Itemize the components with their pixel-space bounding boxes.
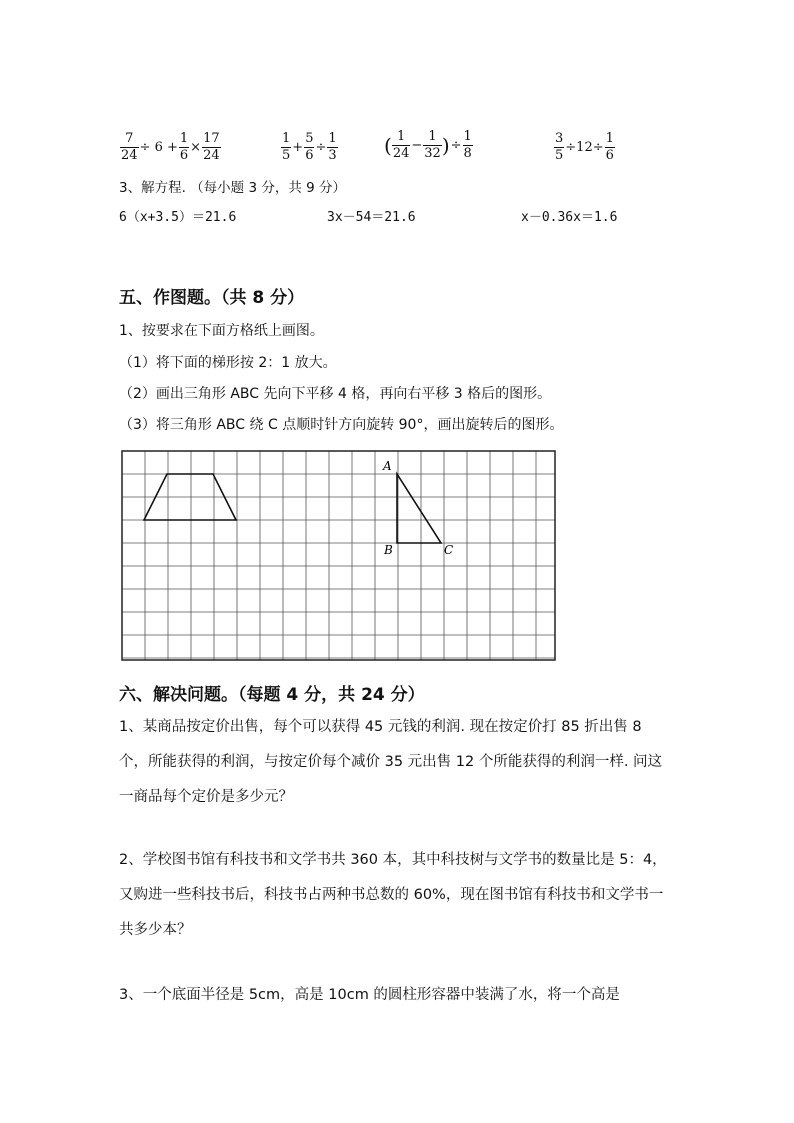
section-5-sub-2: （2）画出三角形 ABC 先向下平移 4 格，再向右平移 3 格后的图形。 bbox=[119, 386, 552, 402]
section-5-title: 五、作图题。（共 8 分） bbox=[119, 288, 305, 308]
fraction: $\frac{1}{6}$ bbox=[605, 131, 614, 163]
fraction: $\frac{1}{6}$ bbox=[179, 131, 189, 163]
problem-1: 1、某商品按定价出售，每个可以获得 45 元钱的利润. 现在按定价打 85 折出售 8 个，所能获得的利润，与按定价每个减价 35 元出售 12 个所能获得的利润一样. 问这一商品每个定价是多少元？ bbox=[119, 719, 663, 805]
equation-3: x－0.36x＝1.6 bbox=[521, 210, 618, 225]
section-5-question-1: 1、按要求在下面方格纸上画图。 bbox=[119, 323, 324, 339]
fraction: $\frac{1}{24}$ bbox=[392, 129, 410, 161]
section-5-sub-1: （1）将下面的梯形按 2：1 放大。 bbox=[119, 355, 337, 371]
calc-expression-4: $\frac{3}{5}$ ÷12÷ $\frac{1}{6}$ bbox=[555, 131, 614, 163]
label-a: A bbox=[383, 459, 392, 473]
section-6-title: 六、解决问题。（每题 4 分，共 24 分） bbox=[119, 685, 425, 705]
problem-3: 3、一个底面半径是 5cm，高是 10cm 的圆柱形容器中装满了水，将一个高是 bbox=[119, 987, 620, 1003]
fraction: $\frac{1}{5}$ bbox=[282, 131, 291, 163]
calc-expression-1: $\frac{7}{24}$ ÷ 6 + $\frac{1}{6}$ × $\frac{17}{24}$ bbox=[121, 131, 220, 163]
grid-lines bbox=[122, 451, 555, 660]
fraction: $\frac{7}{24}$ bbox=[121, 131, 138, 163]
fraction: $\frac{17}{24}$ bbox=[203, 131, 220, 163]
equation-1: 6（x+3.5）＝21.6 bbox=[119, 210, 237, 225]
problem-2: 2、学校图书馆有科技书和文学书共 360 本，其中科技树与文学书的数量比是 5：4，又购进一些科技书后，科技书占两种书总数的 60%，现在图书馆有科技书和文学书一共多少本？ bbox=[119, 852, 667, 938]
section-5-sub-3: （3）将三角形 ABC 绕 C 点顺时针方向旋转 90°，画出旋转后的图形。 bbox=[119, 417, 564, 433]
fraction: $\frac{1}{3}$ bbox=[328, 131, 337, 163]
fraction: $\frac{1}{8}$ bbox=[463, 129, 472, 161]
grid-paper bbox=[121, 450, 557, 662]
label-b: B bbox=[384, 543, 393, 557]
fraction: $\frac{5}{6}$ bbox=[305, 131, 314, 163]
fraction: $\frac{1}{32}$ bbox=[424, 129, 441, 161]
label-c: C bbox=[444, 543, 454, 557]
triangle-abc bbox=[397, 474, 441, 543]
equation-2: 3x－54＝21.6 bbox=[327, 210, 416, 225]
calc-expression-2: $\frac{1}{5}$ + $\frac{5}{6}$ ÷ $\frac{1}{3}$ bbox=[282, 131, 337, 163]
calc-expression-3: ( $\frac{1}{24}$ − $\frac{1}{32}$ )÷ $\frac{1}{8}$ bbox=[384, 129, 472, 161]
equations-heading: 3、解方程. （每小题 3 分，共 9 分） bbox=[119, 180, 347, 196]
fraction: $\frac{3}{5}$ bbox=[555, 131, 564, 163]
